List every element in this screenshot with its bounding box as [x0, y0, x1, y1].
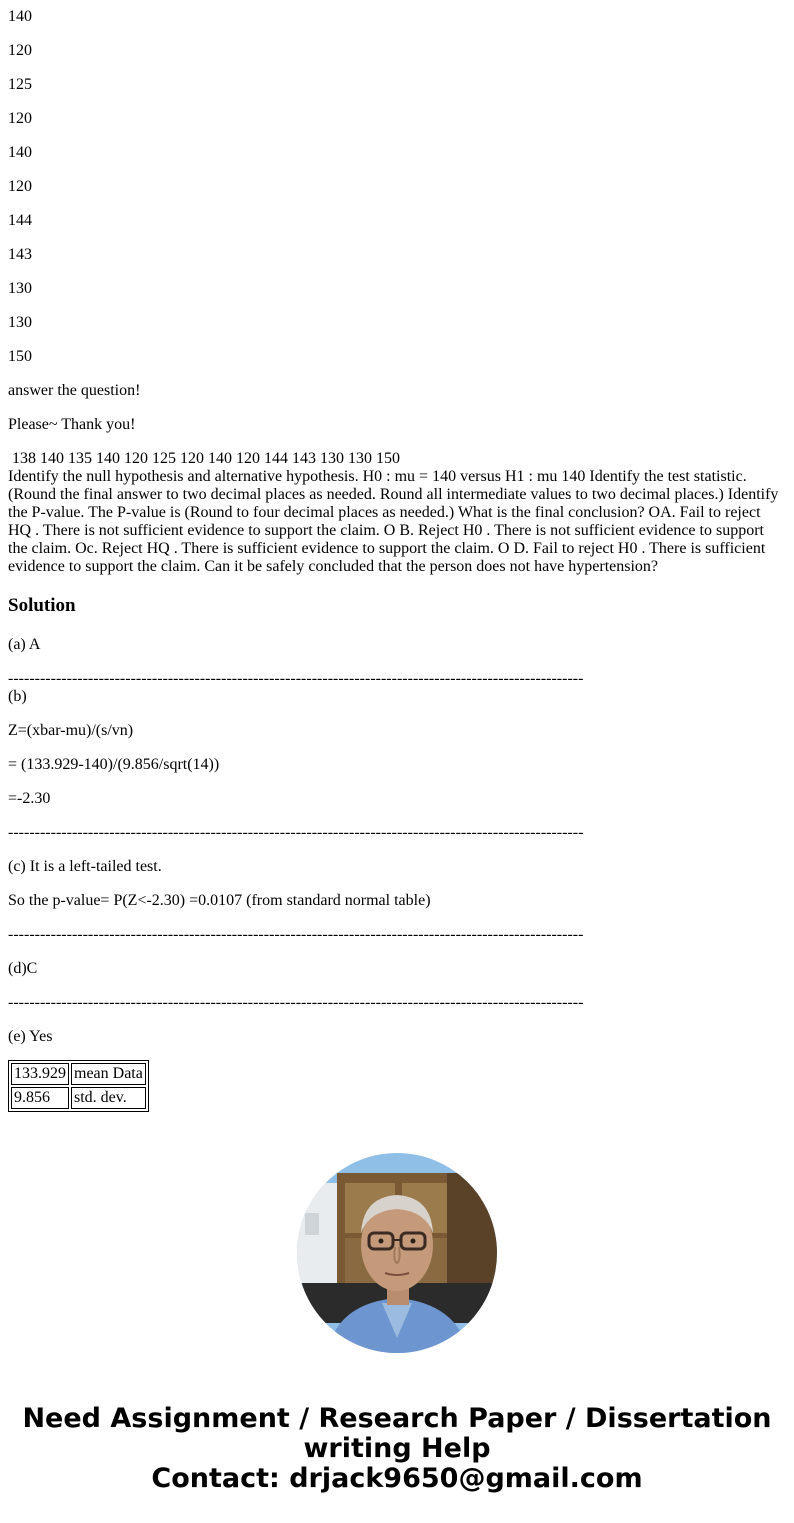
part-b: (b) [8, 688, 27, 705]
avatar [297, 1153, 497, 1353]
solution-heading: Solution [8, 595, 76, 616]
table-cell: mean Data [71, 1063, 146, 1085]
table-cell: 133.929 [11, 1063, 69, 1085]
table-row [11, 1087, 146, 1109]
solution-body [8, 636, 786, 1046]
substitution: = (133.929-140)/(9.856/sqrt(14)) [8, 756, 220, 773]
p-value-line: So the p-value= P(Z<-2.30) =0.0107 (from standard normal table) [8, 892, 431, 909]
value-item: 140 [8, 8, 32, 25]
question-text: Identify the null hypothesis and alternative hypothesis. H0 : mu = 140 versus H1 : mu 140 Identify the test statistic. (Round the final answer to two decimal places as needed. Round all intermediate values to two decimal places.) Identify the P-value. The P-value is (Round to four decimal places as needed.) What is the final conclusion? OA. Fail to reject HQ . There is not sufficient evidence to support the claim. O B. Reject H0 . There is not sufficient evidence to support the claim. Oc. Reject HQ . There is sufficient evidence to support the claim. O D. Fail to reject H0 . There is sufficient evidence to support the claim. Can it be safely concluded that the person does not have hypertension? [8, 468, 779, 575]
separator: ------------------------------------------------------------------------------------------------------------ [8, 824, 584, 841]
answer-prompt: answer the question! [8, 382, 141, 399]
part-c: (c) It is a left-tailed test. [8, 858, 162, 875]
footer-line: Need Assignment / Research Paper / Dissertation [22, 1403, 772, 1434]
value-item: 144 [8, 212, 32, 229]
footer-contact: Contact: drjack9650@gmail.com [151, 1463, 643, 1494]
separator: ------------------------------------------------------------------------------------------------------------ [8, 670, 584, 687]
footer-banner [0, 1404, 794, 1494]
value-item: 120 [8, 110, 32, 127]
value-list [8, 0, 786, 366]
value-item: 150 [8, 348, 32, 365]
value-item: 125 [8, 76, 32, 93]
separator: ------------------------------------------------------------------------------------------------------------ [8, 994, 584, 1011]
stats-table [8, 1060, 149, 1112]
part-d: (d)C [8, 960, 38, 977]
separator: ------------------------------------------------------------------------------------------------------------ [8, 926, 584, 943]
part-e: (e) Yes [8, 1028, 53, 1045]
value-item: 130 [8, 280, 32, 297]
thanks-text: Please~ Thank you! [8, 416, 136, 433]
value-item: 120 [8, 178, 32, 195]
z-result: =-2.30 [8, 790, 51, 807]
part-a: (a) A [8, 636, 41, 653]
data-line: 138 140 135 140 120 125 120 140 120 144 143 130 130 150 [8, 450, 400, 467]
person-photo-icon [297, 1153, 497, 1353]
value-item: 140 [8, 144, 32, 161]
table-row [11, 1063, 146, 1085]
value-item: 120 [8, 42, 32, 59]
footer-line: writing Help [303, 1433, 491, 1464]
table-cell: 9.856 [11, 1087, 69, 1109]
value-item: 143 [8, 246, 32, 263]
formula: Z=(xbar-mu)/(s/vn) [8, 722, 134, 739]
table-cell: std. dev. [71, 1087, 146, 1109]
value-item: 130 [8, 314, 32, 331]
